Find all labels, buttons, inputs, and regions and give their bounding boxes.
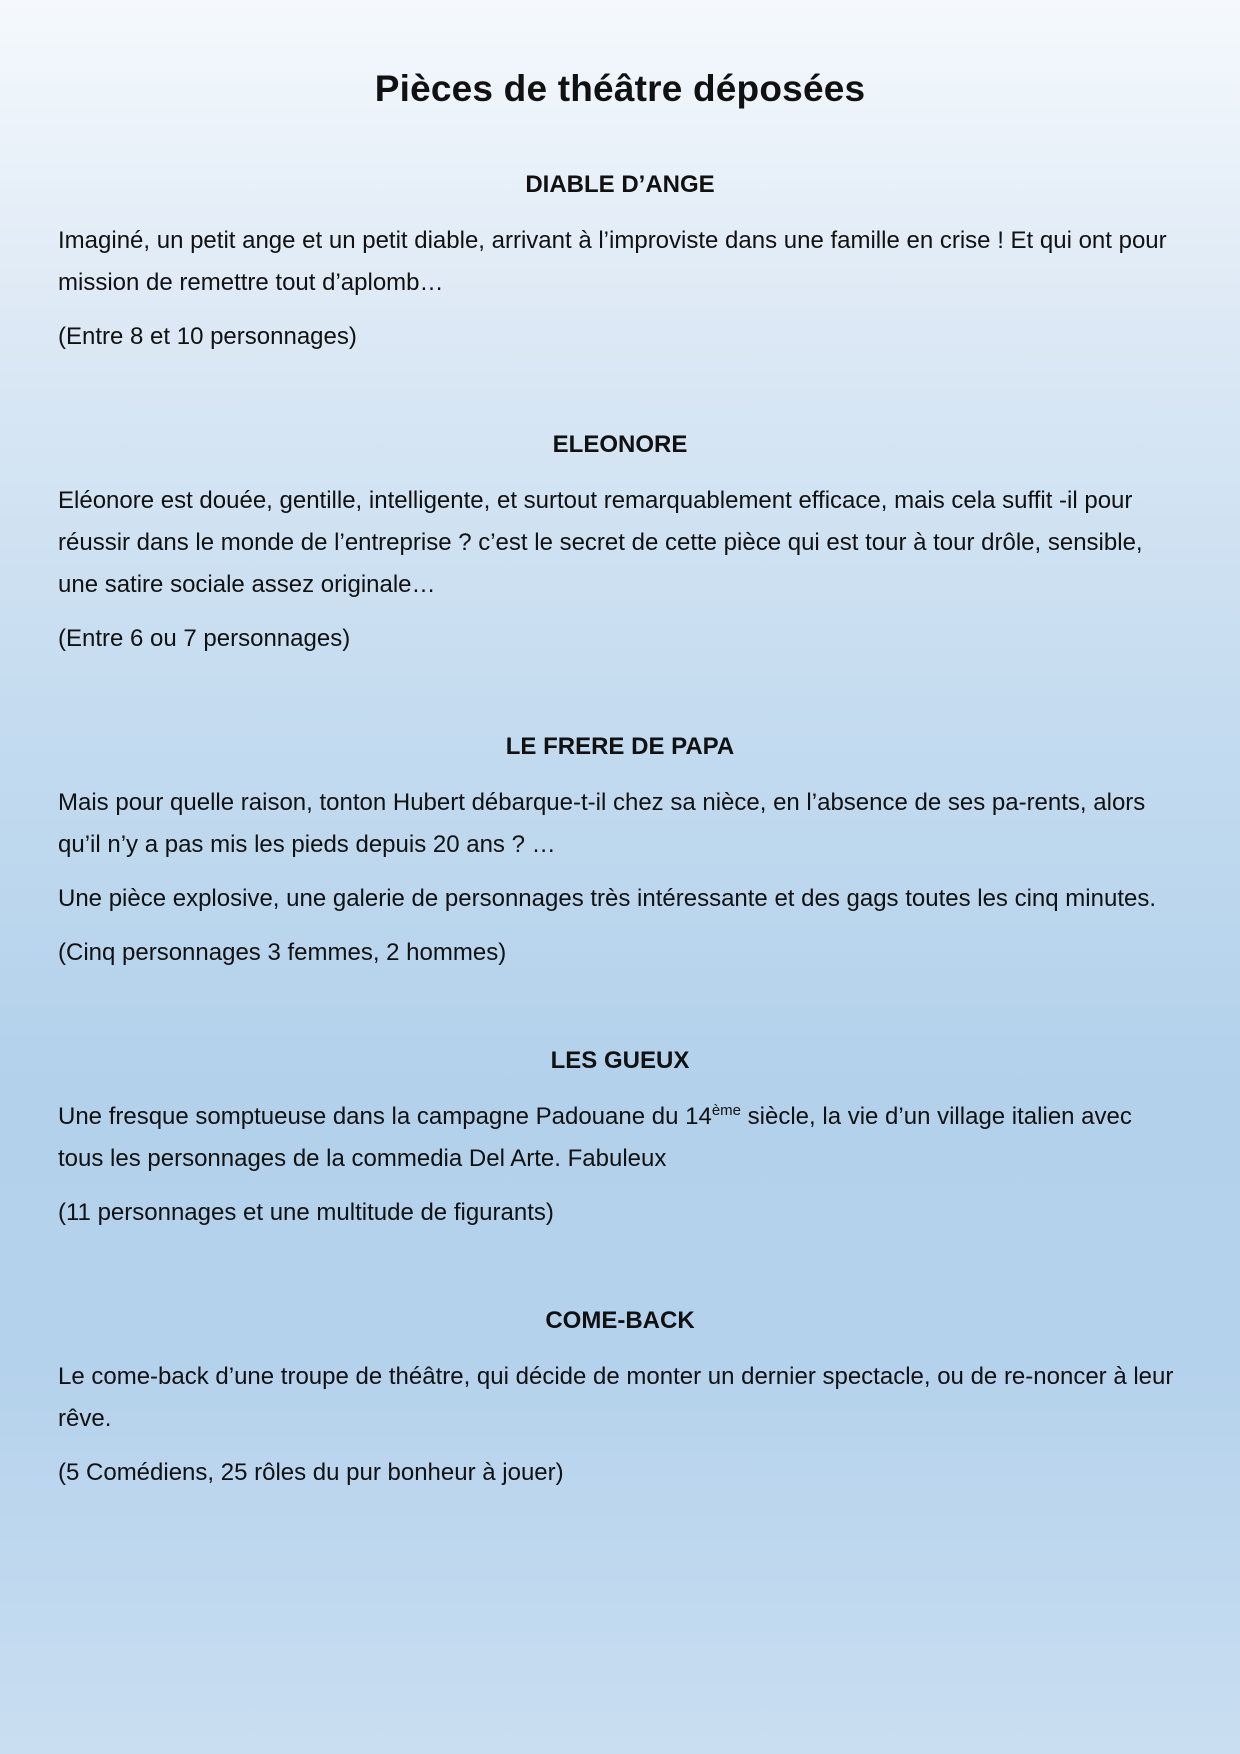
play-title: COME-BACK — [545, 1307, 695, 1334]
play-description: Imaginé, un petit ange et un petit diable, arrivant à l’improviste dans une famille en crise ! Et qui ont pour mission de remettre tout d’aplomb… — [58, 227, 1167, 296]
description-text-end: siècle, la vie d’un village italien avec tous les personnages de la commedia Del Arte. Fabuleux — [58, 1103, 1132, 1172]
play-description: Mais pour quelle raison, tonton Hubert débarque-t-il chez sa nièce, en l’absence de ses pa-rents, alors qu’il n’y a pas mis les pieds depuis 20 ans ? … — [58, 789, 1146, 858]
play-come-back — [58, 1304, 1182, 1494]
play-description — [58, 1096, 1182, 1180]
play-description-2: Une pièce explosive, une galerie de personnages très intéressante et des gags toutes les cinq minutes. — [58, 885, 1156, 912]
play-title: LES GUEUX — [550, 1047, 690, 1074]
play-cast: (Entre 8 et 10 personnages) — [58, 323, 357, 350]
play-cast: (Entre 6 ou 7 personnages) — [58, 625, 351, 652]
play-cast: (Cinq personnages 3 femmes, 2 hommes) — [58, 939, 507, 966]
play-diable-dange — [58, 168, 1182, 358]
play-les-gueux — [58, 1044, 1182, 1234]
description-text-start: Une fresque somptueuse dans la campagne Padouane du 14 — [58, 1103, 712, 1130]
play-cast: (5 Comédiens, 25 rôles du pur bonheur à jouer) — [58, 1459, 564, 1486]
ordinal-superscript: ème — [711, 1102, 741, 1119]
play-description: Eléonore est douée, gentille, intelligente, et surtout remarquablement efficace, mais cela suffit -il pour réussir dans le monde de l’entreprise ? c’est le secret de cette pièce qui est tour à tour drôle, sensible, une satire sociale assez originale… — [58, 487, 1143, 598]
page-title: Pièces de théâtre déposées — [374, 68, 866, 109]
play-le-frere-de-papa — [58, 730, 1182, 974]
play-eleonore — [58, 428, 1182, 660]
play-title: DIABLE D’ANGE — [525, 171, 715, 198]
play-title: LE FRERE DE PAPA — [505, 733, 735, 760]
play-title: ELEONORE — [552, 431, 688, 458]
play-cast: (11 personnages et une multitude de figurants) — [58, 1199, 554, 1226]
play-description: Le come-back d’une troupe de théâtre, qui décide de monter un dernier spectacle, ou de re-noncer à leur rêve. — [58, 1363, 1174, 1432]
